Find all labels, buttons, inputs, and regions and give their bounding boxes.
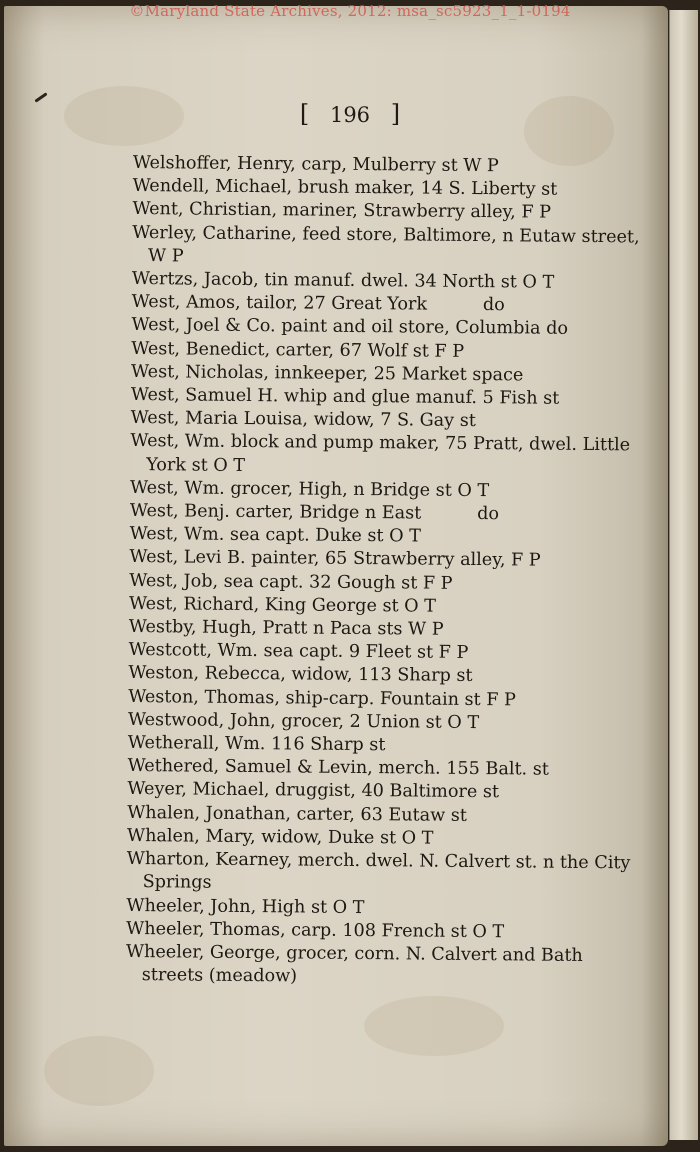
directory-entry: West, Wm. block and pump maker, 75 Pratt, dwel. Little York st O T — [130, 431, 631, 476]
directory-entry: Went, Christian, mariner, Strawberry alley, F P — [132, 199, 552, 224]
directory-entry: Wheeler, George, grocer, corn. N. Calvert and Bath streets (meadow) — [125, 941, 583, 987]
directory-entry: West, Maria Louisa, widow, 7 S. Gay st — [130, 408, 476, 432]
directory-entry: Weston, Rebecca, widow, 113 Sharp st — [128, 663, 473, 687]
directory-entry: West, Samuel H. whip and glue manuf. 5 Fish st — [130, 385, 560, 409]
directory-entry: Wendell, Michael, brush maker, 14 S. Liberty st — [132, 176, 558, 200]
directory-entry: Westby, Hugh, Pratt n Paca sts W P — [128, 617, 444, 640]
directory-entries — [126, 152, 648, 992]
paper-stain — [364, 996, 504, 1056]
directory-entry: West, Wm. sea capt. Duke st O T — [129, 524, 421, 547]
directory-entry: Weston, Thomas, ship-carp. Fountain st F P — [128, 686, 516, 711]
page-bracket-close: ] — [390, 100, 401, 128]
directory-entry: Werley, Catharine, feed store, Baltimore, n Eutaw street, W P — [132, 222, 640, 267]
directory-entry: Wetherall, Wm. 116 Sharp st — [127, 733, 386, 756]
directory-entry: Westwood, John, grocer, 2 Union st O T — [127, 709, 480, 733]
archive-watermark: ©Maryland State Archives, 2012: msa_sc5923_1_1-0194 — [129, 2, 571, 20]
adjacent-page-edge — [669, 10, 698, 1140]
directory-entry: West, Levi B. painter, 65 Strawberry alley, F P — [129, 547, 541, 572]
directory-entry: Whalen, Jonathan, carter, 63 Eutaw st — [127, 802, 468, 826]
directory-entry: Wheeler, Thomas, carp. 108 French st O T — [126, 918, 505, 942]
directory-entry: Welshoffer, Henry, carp, Mulberry st W P — [132, 152, 499, 177]
page-number — [0, 100, 700, 128]
directory-entry: Westcott, Wm. sea capt. 9 Fleet st F P — [128, 640, 469, 664]
directory-entry: Whalen, Mary, widow, Duke st O T — [126, 825, 434, 849]
directory-entry: West, Benedict, carter, 67 Wolf st F P — [131, 338, 465, 362]
directory-entry: West, Amos, tailor, 27 Great York do — [131, 292, 505, 316]
directory-entry: Weyer, Michael, druggist, 40 Baltimore st — [127, 779, 500, 803]
paper-stain — [44, 1036, 154, 1106]
directory-entry: West, Benj. carter, Bridge n East do — [129, 501, 500, 525]
directory-entry: West, Nicholas, innkeeper, 25 Market space — [130, 361, 524, 386]
page-bracket-open: [ — [299, 100, 310, 128]
directory-entry: Wertzs, Jacob, tin manuf. dwel. 34 North st O T — [131, 269, 555, 293]
directory-entry: West, Wm. grocer, High, n Bridge st O T — [129, 477, 490, 501]
directory-entry: West, Joel & Co. paint and oil store, Columbia do — [131, 315, 569, 340]
directory-entry: Wheeler, John, High st O T — [126, 895, 365, 918]
directory-entry: West, Job, sea capt. 32 Gough st F P — [129, 570, 453, 594]
directory-entry: West, Richard, King George st O T — [128, 593, 437, 617]
page-number-value: 196 — [329, 103, 371, 127]
directory-entry: Wethered, Samuel & Levin, merch. 155 Balt. st — [127, 756, 549, 780]
directory-entry: Wharton, Kearney, merch. dwel. N. Calvert st. n the City Springs — [126, 849, 631, 894]
